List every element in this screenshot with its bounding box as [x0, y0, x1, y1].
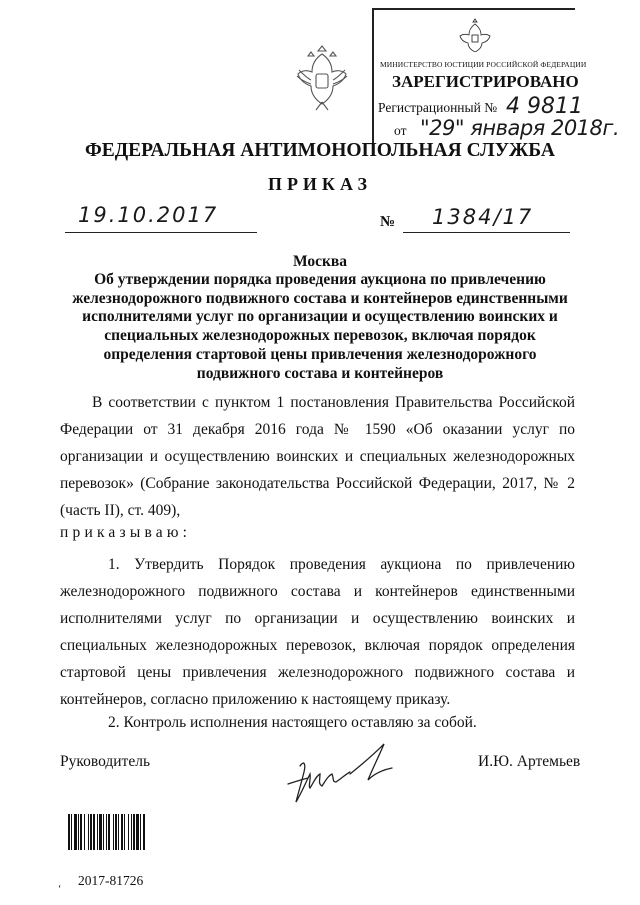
- registration-stamp: [372, 8, 620, 143]
- agency-title: ФЕДЕРАЛЬНАЯ АНТИМОНОПОЛЬНАЯ СЛУЖБА: [84, 140, 556, 161]
- order-title: ПРИКАЗ: [267, 174, 373, 194]
- barcode-bar: [140, 814, 141, 850]
- barcode-bar: [128, 814, 129, 850]
- barcode-bar: [103, 814, 104, 850]
- barcode: [68, 814, 178, 850]
- barcode-bar: [108, 814, 110, 850]
- barcode-bar: [74, 814, 77, 850]
- signatory-role: Руководитель: [60, 753, 151, 770]
- coat-of-arms-icon: [291, 40, 353, 114]
- stamp-from-label: от: [394, 123, 407, 138]
- barcode-bar: [88, 814, 89, 850]
- barcode-bar: [71, 814, 72, 850]
- stamp-reg-date: "29" января 2018г.: [420, 116, 620, 140]
- stamp-emblem-icon: [457, 16, 493, 52]
- stamp-reg-number: 4 9811: [506, 94, 583, 119]
- barcode-bar: [121, 814, 123, 850]
- order-date-underline: [65, 232, 257, 233]
- order-date: 19.10.2017: [78, 203, 219, 227]
- item-2-paragraph: 2. Контроль исполнения настоящего оставляю за собой.: [108, 714, 477, 731]
- city: Москва: [292, 253, 348, 270]
- order-word: приказываю:: [60, 524, 192, 541]
- barcode-bar: [106, 814, 107, 850]
- stamp-ministry: МИНИСТЕРСТВО ЮСТИЦИИ РОССИЙСКОЙ ФЕДЕРАЦИИ: [380, 60, 587, 69]
- stamp-registered: ЗАРЕГИСТРИРОВАНО: [392, 72, 579, 91]
- barcode-bar: [136, 814, 139, 850]
- order-subject: Об утверждении порядка проведения аукциона по привлечению железнодорожного подвижного состава и контейнеров единственными исполнителями услуг по организации и осуществлению воинских и специальных железнодорожных перевозок, включая порядок определения стартовой цены привлечения железнодорожного подвижного состава и контейнеров: [72, 271, 568, 382]
- number-sign: №: [380, 214, 396, 230]
- signatory-name: И.Ю. Артемьев: [478, 753, 581, 770]
- document-code: 2017-81726: [78, 873, 144, 888]
- barcode-bar: [118, 814, 119, 850]
- barcode-bar: [113, 814, 114, 850]
- margin-mark: ʻ: [58, 884, 62, 895]
- barcode-bar: [97, 814, 98, 850]
- order-number-underline: [403, 232, 570, 233]
- preamble-paragraph: В соответствии с пунктом 1 постановления Правительства Российской Федерации от 31 декабря 2016 года № 1590 «Об оказании услуг по организации и осуществлению воинских и специальных железнодорожных перевозок» (Собрание законодательства Российской Федерации, 2017, № 2 (часть II), ст. 409),: [60, 394, 575, 519]
- barcode-bar: [90, 814, 92, 850]
- barcode-bar: [143, 814, 145, 850]
- order-number: 1384/17: [432, 205, 534, 229]
- item-1-paragraph: 1. Утвердить Порядок проведения аукциона по привлечению железнодорожного подвижного состава и контейнеров единственными исполнителями услуг по организации и осуществлению воинских и специальных железнодорожных перевозок, включая порядок определения стартовой цены привлечения железнодорожного подвижного состава и контейнеров, согласно приложению к настоящему приказу.: [60, 556, 575, 708]
- barcode-bar: [80, 814, 82, 850]
- barcode-bar: [124, 814, 125, 850]
- barcode-bar: [115, 814, 117, 850]
- stamp-reg-number-label: Регистрационный №: [378, 100, 498, 115]
- barcode-bar: [133, 814, 135, 850]
- barcode-bar: [93, 814, 95, 850]
- barcode-bar: [68, 814, 70, 850]
- barcode-bar: [131, 814, 132, 850]
- barcode-bar: [99, 814, 102, 850]
- barcode-bar: [84, 814, 85, 850]
- barcode-bar: [78, 814, 79, 850]
- handwritten-signature: [278, 740, 418, 812]
